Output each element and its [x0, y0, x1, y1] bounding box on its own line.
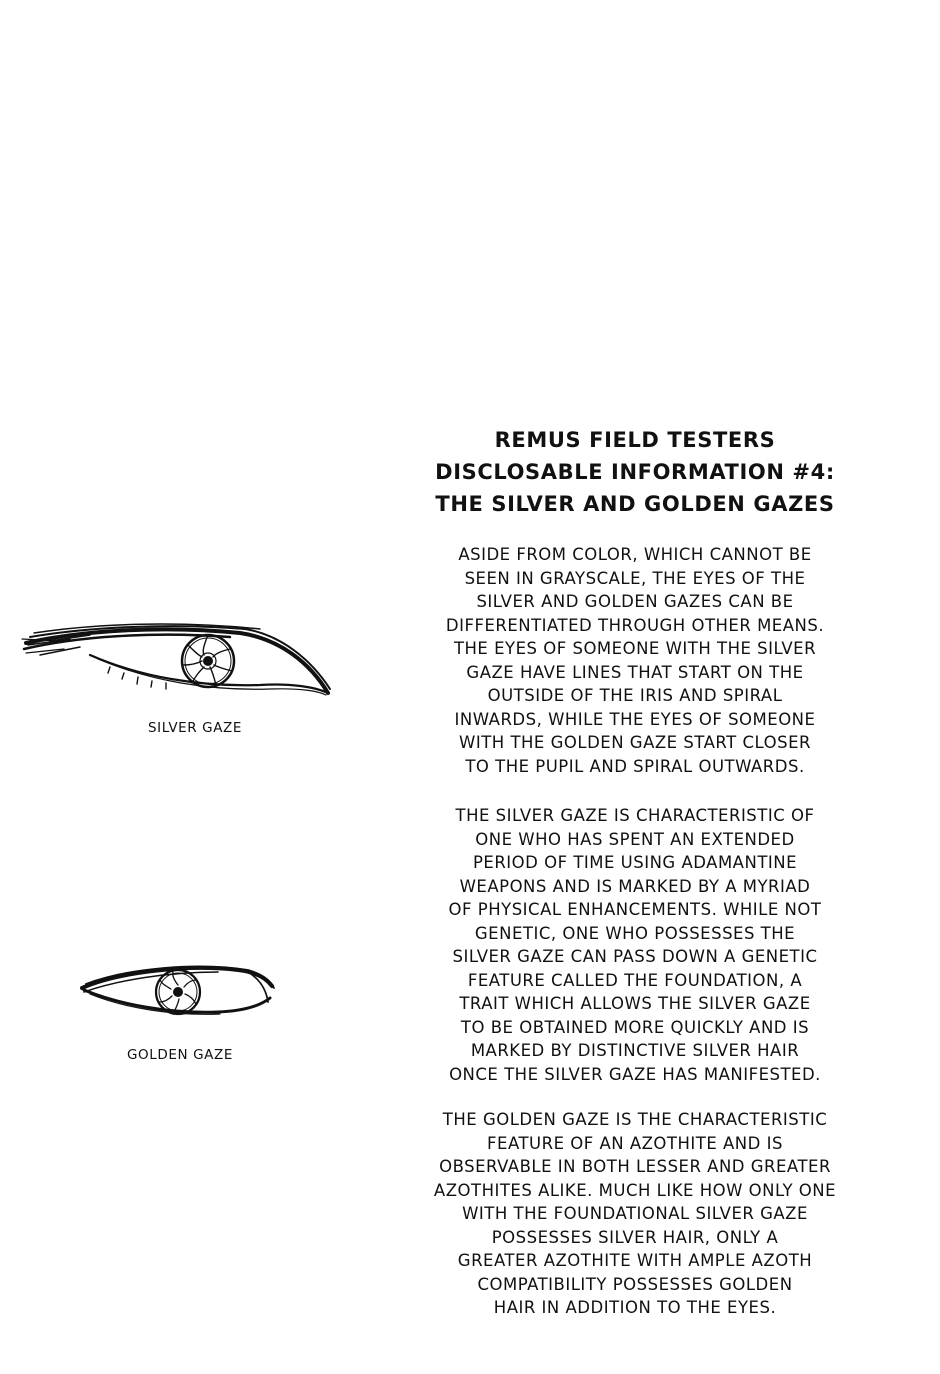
text-line: DIFFERENTIATED THROUGH OTHER MEANS.	[445, 615, 825, 635]
text-line: FEATURE CALLED THE FOUNDATION, A	[467, 970, 803, 990]
text-line: ASIDE FROM COLOR, WHICH CANNOT BE	[458, 545, 812, 564]
text-line: THE EYES OF SOMEONE WITH THE SILVER	[453, 639, 817, 658]
text-line: PERIOD OF TIME USING ADAMANTINE	[472, 853, 798, 872]
silver-gaze-eye-drawing	[20, 615, 335, 705]
text-line: AZOTHITES ALIKE. MUCH LIKE HOW ONLY ONE	[433, 1180, 837, 1200]
text-line: GAZE HAVE LINES THAT START ON THE	[466, 662, 804, 682]
text-line: WEAPONS AND IS MARKED BY A MYRIAD	[459, 876, 811, 896]
text-line: TRAIT WHICH ALLOWS THE SILVER GAZE	[459, 994, 811, 1013]
text-line: SILVER AND GOLDEN GAZES CAN BE	[476, 592, 794, 611]
text-line: OUTSIDE OF THE IRIS AND SPIRAL	[487, 686, 783, 705]
text-line: OBSERVABLE IN BOTH LESSER AND GREATER	[439, 1157, 831, 1176]
text-line: GREATER AZOTHITE WITH AMPLE AZOTH	[457, 1251, 813, 1270]
text-line: ONCE THE SILVER GAZE HAS MANIFESTED.	[449, 1064, 821, 1084]
paragraph-golden-gaze	[380, 1108, 890, 1320]
text-line: HAIR IN ADDITION TO THE EYES.	[493, 1298, 777, 1317]
text-line: WITH THE GOLDEN GAZE START CLOSER	[459, 733, 811, 752]
text-line: TO BE OBTAINED MORE QUICKLY AND IS	[460, 1017, 810, 1037]
text-line: COMPATIBILITY POSSESSES GOLDEN	[477, 1274, 793, 1294]
text-line: SEEN IN GRAYSCALE, THE EYES OF THE	[464, 568, 806, 588]
text-line: GENETIC, ONE WHO POSSESSES THE	[474, 923, 796, 943]
text-line: INWARDS, WHILE THE EYES OF SOMEONE	[454, 709, 816, 729]
text-line: SILVER GAZE CAN PASS DOWN A GENETIC	[452, 947, 818, 966]
text-line: OF PHYSICAL ENHANCEMENTS. WHILE NOT	[448, 900, 822, 919]
paragraph-gaze-differences	[380, 543, 890, 778]
title-line: REMUS FIELD TESTERS	[494, 428, 776, 452]
title-line: DISCLOSABLE INFORMATION #4:	[435, 460, 835, 484]
paragraph-silver-gaze	[380, 804, 890, 1086]
text-line: ONE WHO HAS SPENT AN EXTENDED	[475, 829, 795, 849]
silver-gaze-caption: SILVER GAZE	[147, 720, 243, 736]
text-line: THE GOLDEN GAZE IS THE CHARACTERISTIC	[442, 1110, 828, 1129]
text-line: POSSESSES SILVER HAIR, ONLY A	[491, 1227, 779, 1247]
text-line: TO THE PUPIL AND SPIRAL OUTWARDS.	[465, 756, 805, 776]
golden-gaze-eye-drawing	[78, 958, 278, 1028]
golden-gaze-caption: GOLDEN GAZE	[127, 1047, 233, 1063]
title-line: THE SILVER AND GOLDEN GAZES	[435, 492, 835, 516]
text-line: FEATURE OF AN AZOTHITE AND IS	[487, 1133, 783, 1153]
text-line: MARKED BY DISTINCTIVE SILVER HAIR	[470, 1041, 800, 1060]
page-title	[380, 424, 890, 520]
text-line: THE SILVER GAZE IS CHARACTERISTIC OF	[455, 806, 815, 825]
text-line: WITH THE FOUNDATIONAL SILVER GAZE	[462, 1204, 808, 1223]
